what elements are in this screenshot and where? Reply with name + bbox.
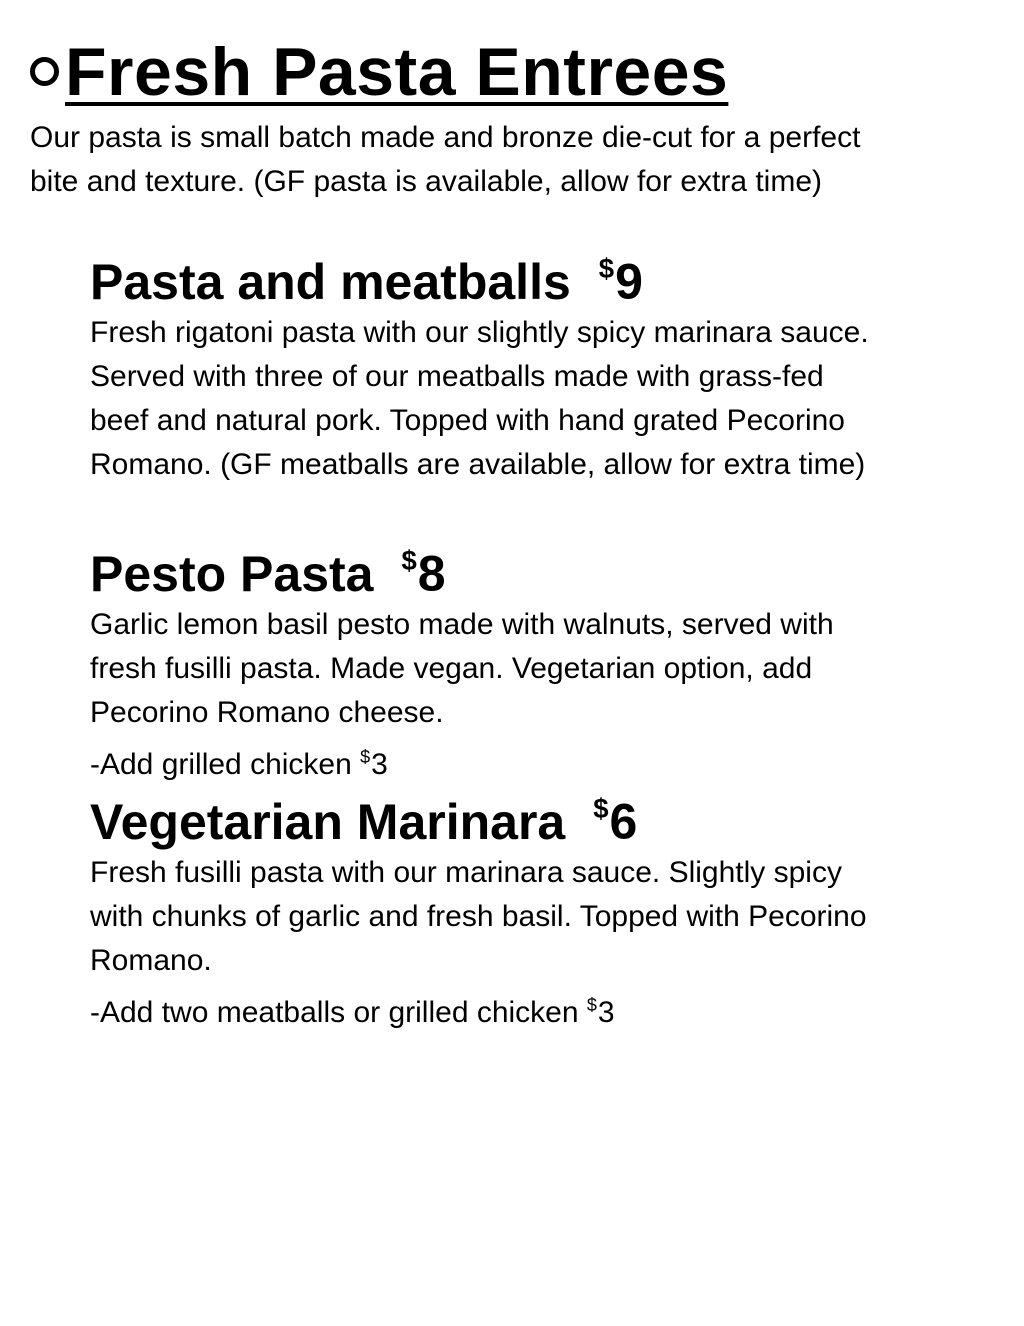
menu-item-name: Pasta and meatballs <box>90 253 571 310</box>
intro-line: bite and texture. (GF pasta is available, allow for extra time) <box>30 165 823 198</box>
description-line: Romano. (GF meatballs are available, allow for extra time) <box>90 447 866 481</box>
currency-symbol: $ <box>593 793 609 824</box>
description-line: fresh fusilli pasta. Made vegan. Vegetarian option, add <box>90 651 813 685</box>
description-line: Pecorino Romano cheese. <box>90 695 444 729</box>
addon-text: -Add grilled chicken <box>90 747 361 781</box>
description-line: Romano. <box>90 943 212 977</box>
price-value: 6 <box>609 793 638 850</box>
description-line: Served with three of our meatballs made with grass-fed <box>90 359 824 393</box>
menu-item-vegetarian-marinara <box>90 780 990 1034</box>
menu-item-addon <box>90 735 990 787</box>
menu-item-name: Vegetarian Marinara <box>90 793 566 850</box>
addon-price: 3 <box>597 995 615 1029</box>
circle-outline-icon <box>30 57 59 86</box>
menu-item-price <box>401 532 445 603</box>
intro-line: Our pasta is small batch made and bronze die-cut for a perfect <box>30 121 861 154</box>
page-title: Fresh Pasta Entrees <box>65 34 729 110</box>
currency-symbol: $ <box>598 253 615 284</box>
addon-text: -Add two meatballs or grilled chicken <box>90 995 587 1029</box>
intro-text <box>30 116 990 204</box>
menu-item-heading <box>90 780 990 851</box>
menu-item-price <box>593 780 637 851</box>
currency-symbol: $ <box>401 545 417 576</box>
menu-item-name: Pesto Pasta <box>90 545 374 602</box>
addon-price: 3 <box>371 747 388 781</box>
description-line: Garlic lemon basil pesto made with walnuts, served with <box>90 607 834 641</box>
description-line: Fresh rigatoni pasta with our slightly spicy marinara sauce. <box>90 315 869 349</box>
menu-item-heading <box>90 532 990 603</box>
menu-item-description <box>90 851 990 983</box>
menu-item-heading <box>90 240 990 311</box>
currency-symbol: $ <box>360 746 371 767</box>
description-line: beef and natural pork. Topped with hand grated Pecorino <box>90 403 845 437</box>
title-row <box>30 36 728 108</box>
menu-item-price <box>599 240 643 311</box>
description-line: Fresh fusilli pasta with our marinara sauce. Slightly spicy <box>90 855 842 889</box>
menu-item-pasta-and-meatballs <box>90 240 990 487</box>
description-line: with chunks of garlic and fresh basil. Topped with Pecorino <box>90 899 867 933</box>
menu-item-pesto-pasta <box>90 532 990 786</box>
menu-item-description <box>90 311 990 487</box>
currency-symbol: $ <box>586 994 597 1015</box>
price-value: 9 <box>615 253 643 310</box>
price-value: 8 <box>417 545 446 602</box>
menu-item-description <box>90 603 990 735</box>
menu-item-addon <box>90 983 990 1035</box>
